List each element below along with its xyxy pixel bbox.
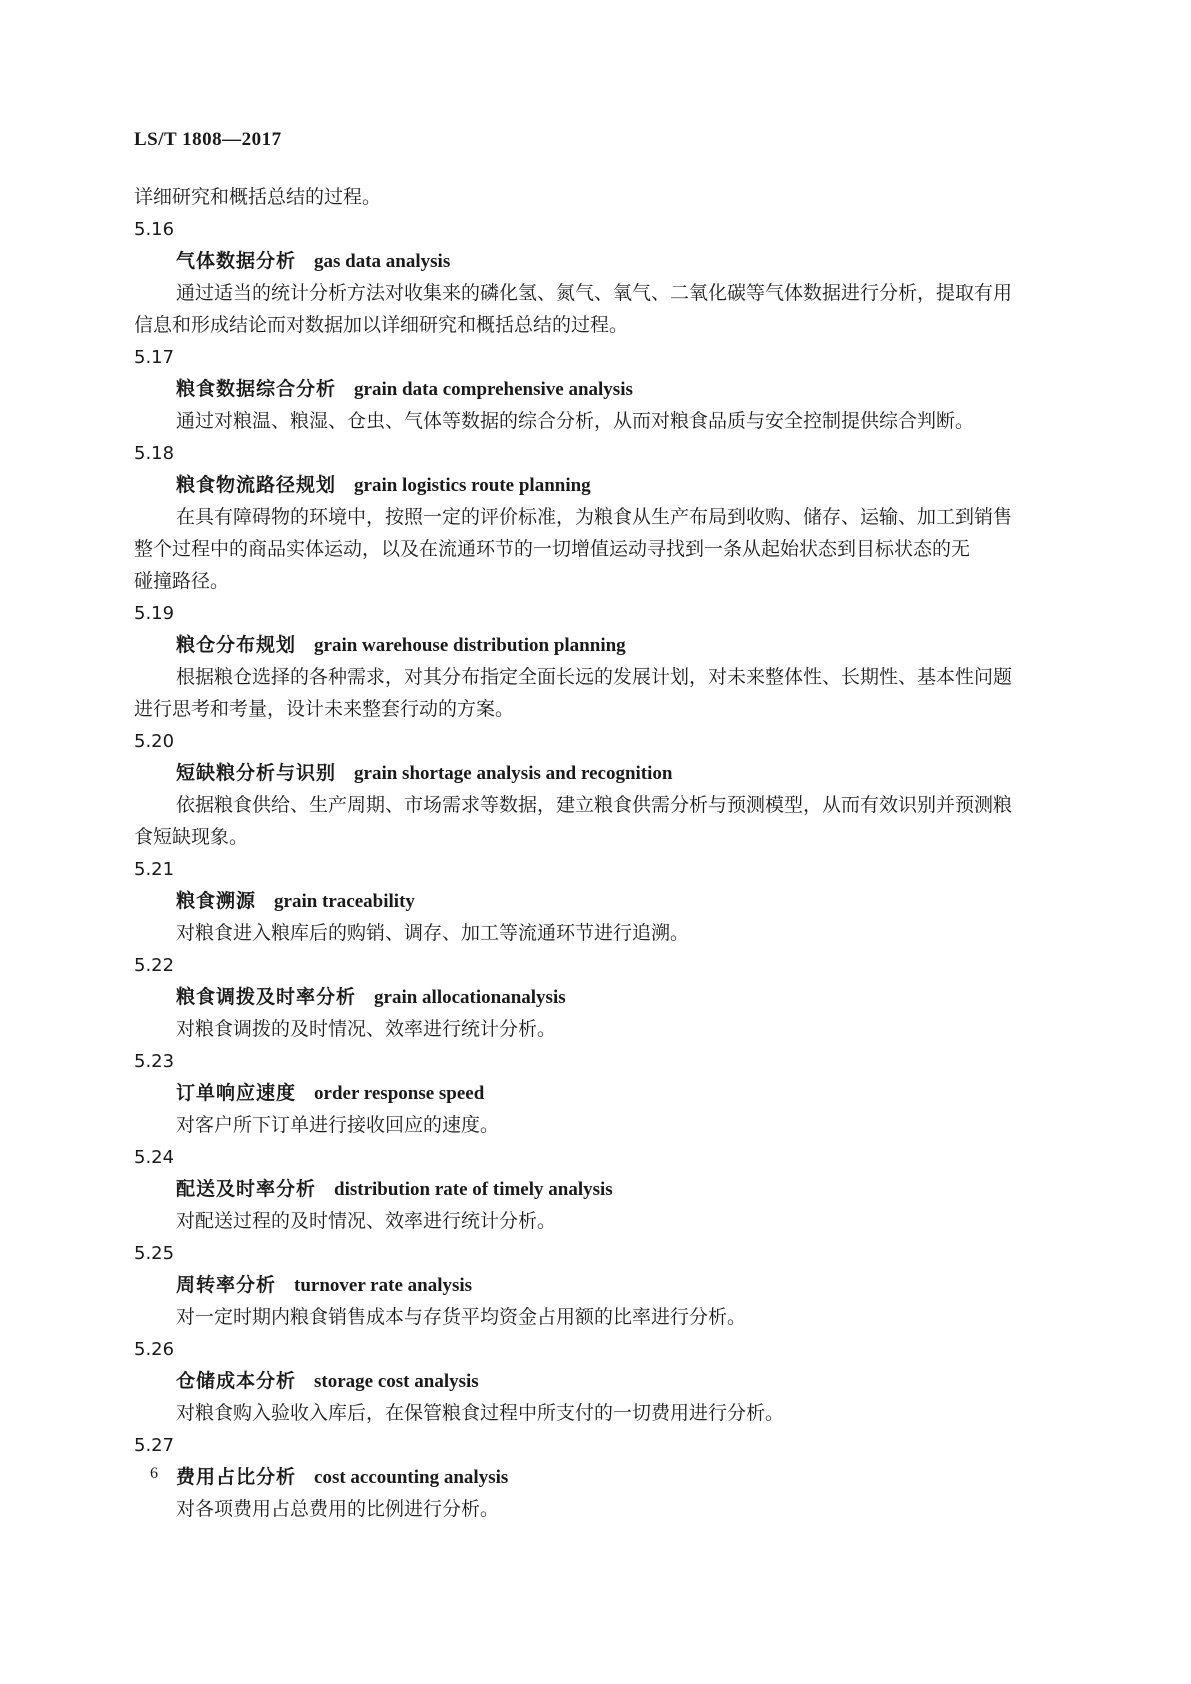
term-english: grain warehouse distribution planning <box>314 635 626 656</box>
definition-line: 对客户所下订单进行接收回应的速度。 <box>176 1114 500 1136</box>
clause-number: 5.20 <box>134 731 175 752</box>
term-english: turnover rate analysis <box>294 1275 473 1296</box>
definition-line: 对粮食进入粮库后的购销、调存、加工等流通环节进行追溯。 <box>176 922 690 944</box>
clause-number: 5.24 <box>134 1147 175 1168</box>
term-chinese: 气体数据分析 <box>176 250 297 272</box>
term-chinese: 配送及时率分析 <box>176 1178 317 1200</box>
term-heading <box>134 1365 1059 1397</box>
clause-number: 5.17 <box>134 347 175 368</box>
definition-line: 通过适当的统计分析方法对收集来的磷化氢、氮气、氧气、二氧化碳等气体数据进行分析，提取有用 <box>176 282 1013 304</box>
definition-line: 碰撞路径。 <box>134 570 230 592</box>
term-chinese: 粮仓分布规划 <box>176 634 297 656</box>
clause-number: 5.27 <box>134 1435 175 1456</box>
term-english: grain traceability <box>274 891 415 912</box>
term-chinese: 粮食调拨及时率分析 <box>176 986 357 1008</box>
term-english: order response speed <box>314 1083 485 1104</box>
definition-line: 信息和形成结论而对数据加以详细研究和概括总结的过程。 <box>134 314 629 336</box>
term-chinese: 短缺粮分析与识别 <box>176 762 337 784</box>
term-chinese: 周转率分析 <box>176 1274 277 1296</box>
term-heading <box>134 1077 1059 1109</box>
definition-line: 在具有障碍物的环境中，按照一定的评价标准，为粮食从生产布局到收购、储存、运输、加工到销售 <box>176 506 1013 528</box>
definition-line: 进行思考和考量，设计未来整套行动的方案。 <box>134 698 515 720</box>
clause-number: 5.19 <box>134 603 175 624</box>
term-chinese: 仓储成本分析 <box>176 1370 297 1392</box>
clause-number: 5.26 <box>134 1339 175 1360</box>
term-english: grain data comprehensive analysis <box>354 379 633 400</box>
definition-line: 对粮食购入验收入库后，在保管粮食过程中所支付的一切费用进行分析。 <box>176 1402 785 1424</box>
term-english: distribution rate of timely analysis <box>334 1179 613 1200</box>
term-heading <box>134 245 1059 277</box>
definition-line: 对配送过程的及时情况、效率进行统计分析。 <box>176 1210 557 1232</box>
clause-number: 5.23 <box>134 1051 175 1072</box>
clause-number: 5.18 <box>134 443 175 464</box>
term-heading <box>134 981 1059 1013</box>
term-heading <box>134 885 1059 917</box>
definition-line: 根据粮仓选择的各种需求，对其分布指定全面长远的发展计划，对未来整体性、长期性、基本性问题 <box>176 666 1013 688</box>
clause-number: 5.22 <box>134 955 175 976</box>
term-heading <box>134 1173 1059 1205</box>
clause-number: 5.21 <box>134 859 175 880</box>
term-heading <box>134 1269 1059 1301</box>
clause-number: 5.16 <box>134 219 175 240</box>
term-heading <box>134 757 1059 789</box>
definition-line: 整个过程中的商品实体运动，以及在流通环节的一切增值运动寻找到一条从起始状态到目标状态的无 <box>134 538 971 560</box>
term-chinese: 粮食物流路径规划 <box>176 474 337 496</box>
term-heading <box>134 1461 1059 1493</box>
term-chinese: 订单响应速度 <box>176 1082 297 1104</box>
term-english: cost accounting analysis <box>314 1467 509 1488</box>
term-english: grain logistics route planning <box>354 475 591 496</box>
definition-line: 通过对粮温、粮湿、仓虫、气体等数据的综合分析，从而对粮食品质与安全控制提供综合判断。 <box>176 410 975 432</box>
definition-line: 对粮食调拨的及时情况、效率进行统计分析。 <box>176 1018 557 1040</box>
clause-list <box>134 181 1059 1525</box>
definition-line: 对一定时期内粮食销售成本与存货平均资金占用额的比率进行分析。 <box>176 1306 747 1328</box>
term-english: storage cost analysis <box>314 1371 479 1392</box>
definition-line: 对各项费用占总费用的比例进行分析。 <box>176 1498 500 1520</box>
term-english: grain allocationanalysis <box>374 987 566 1008</box>
term-chinese: 费用占比分析 <box>176 1466 297 1488</box>
clause-number: 5.25 <box>134 1243 175 1264</box>
definition-line: 食短缺现象。 <box>134 826 249 848</box>
term-chinese: 粮食溯源 <box>176 890 257 912</box>
continuation-text: 详细研究和概括总结的过程。 <box>134 186 382 208</box>
standard-code: LS/T 1808—2017 <box>134 129 282 150</box>
term-english: grain shortage analysis and recognition <box>354 763 673 784</box>
definition-line: 依据粮食供给、生产周期、市场需求等数据，建立粮食供需分析与预测模型，从而有效识别并预测粮 <box>176 794 1013 816</box>
term-heading <box>134 469 1059 501</box>
term-heading <box>134 629 1059 661</box>
term-heading <box>134 373 1059 405</box>
term-chinese: 粮食数据综合分析 <box>176 378 337 400</box>
term-english: gas data analysis <box>314 251 451 272</box>
page-number: 6 <box>150 1465 158 1482</box>
